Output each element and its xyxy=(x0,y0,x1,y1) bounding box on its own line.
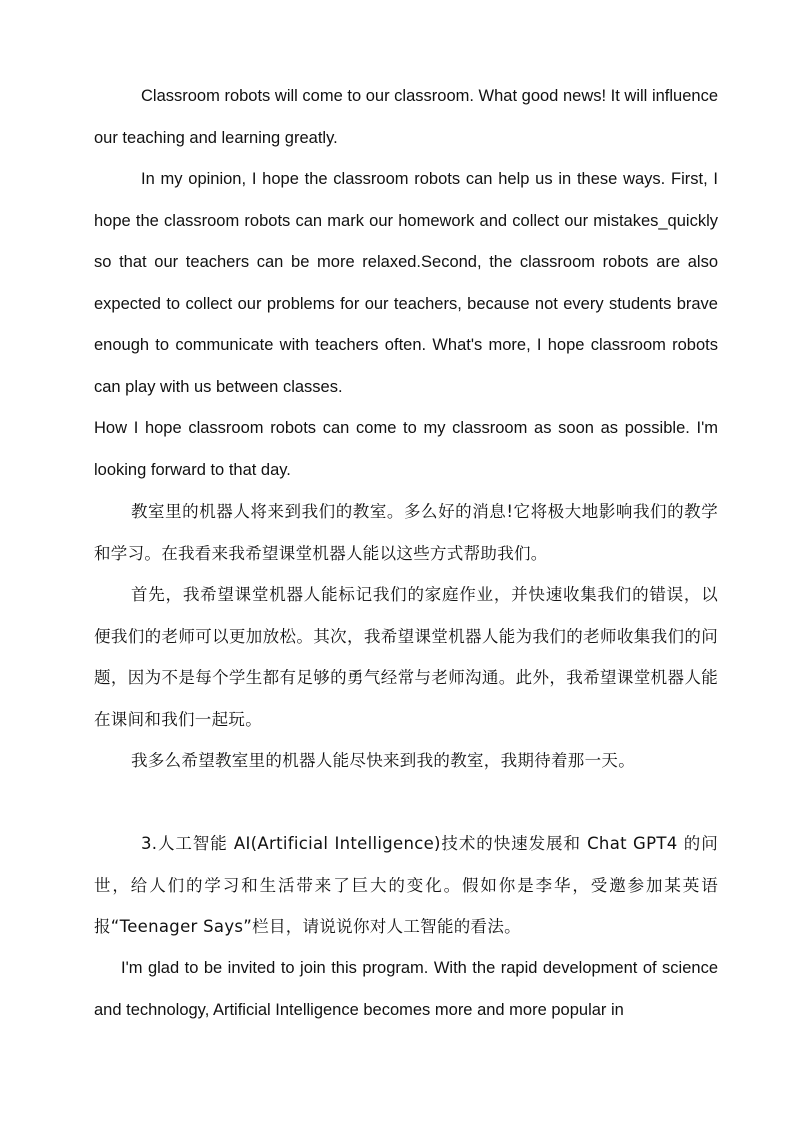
question-3-prompt: 3.人工智能 AI(Artificial Intelligence)技术的快速发展和 Chat GPT4 的问世，给人们的学习和生活带来了巨大的变化。假如你是李华，受邀参加某英语报“Teenager Says”栏目，请说说你对人工智能的看法。 xyxy=(94,834,718,936)
paragraph-intro: Classroom robots will come to our classroom. What good news! It will influence our teaching and learning greatly. xyxy=(94,87,718,147)
paragraph-translation-body: 首先，我希望课堂机器人能标记我们的家庭作业，并快速收集我们的错误，以便我们的老师可以更加放松。其次，我希望课堂机器人能为我们的老师收集我们的问题，因为不是每个学生都有足够的勇气经常与老师沟通。此外，我希望课堂机器人能在课间和我们一起玩。 xyxy=(94,585,718,729)
paragraph-opinion: In my opinion, I hope the classroom robots can help us in these ways. First, I hope the classroom robots can mark our homework and collect our mistakes_quickly so that our teachers can be more relaxed.Second, the classroom robots are also expected to collect our problems for our teachers, because not every students brave enough to communicate with teachers often. What's more, I hope classroom robots can play with us between classes. xyxy=(94,170,718,396)
paragraph-conclusion: How I hope classroom robots can come to my classroom as soon as possible. I'm looking forward to that day. xyxy=(94,419,718,479)
paragraph-translation-intro: 教室里的机器人将来到我们的教室。多么好的消息!它将极大地影响我们的教学和学习。在我看来我希望课堂机器人能以这些方式帮助我们。 xyxy=(94,502,718,563)
paragraph-translation-conclusion: 我多么希望教室里的机器人能尽快来到我的教室，我期待着那一天。 xyxy=(131,751,635,770)
paragraph-answer-start: I'm glad to be invited to join this program. With the rapid development of science and technology, Artificial Intelligence becomes more and more popular in xyxy=(94,959,718,1019)
